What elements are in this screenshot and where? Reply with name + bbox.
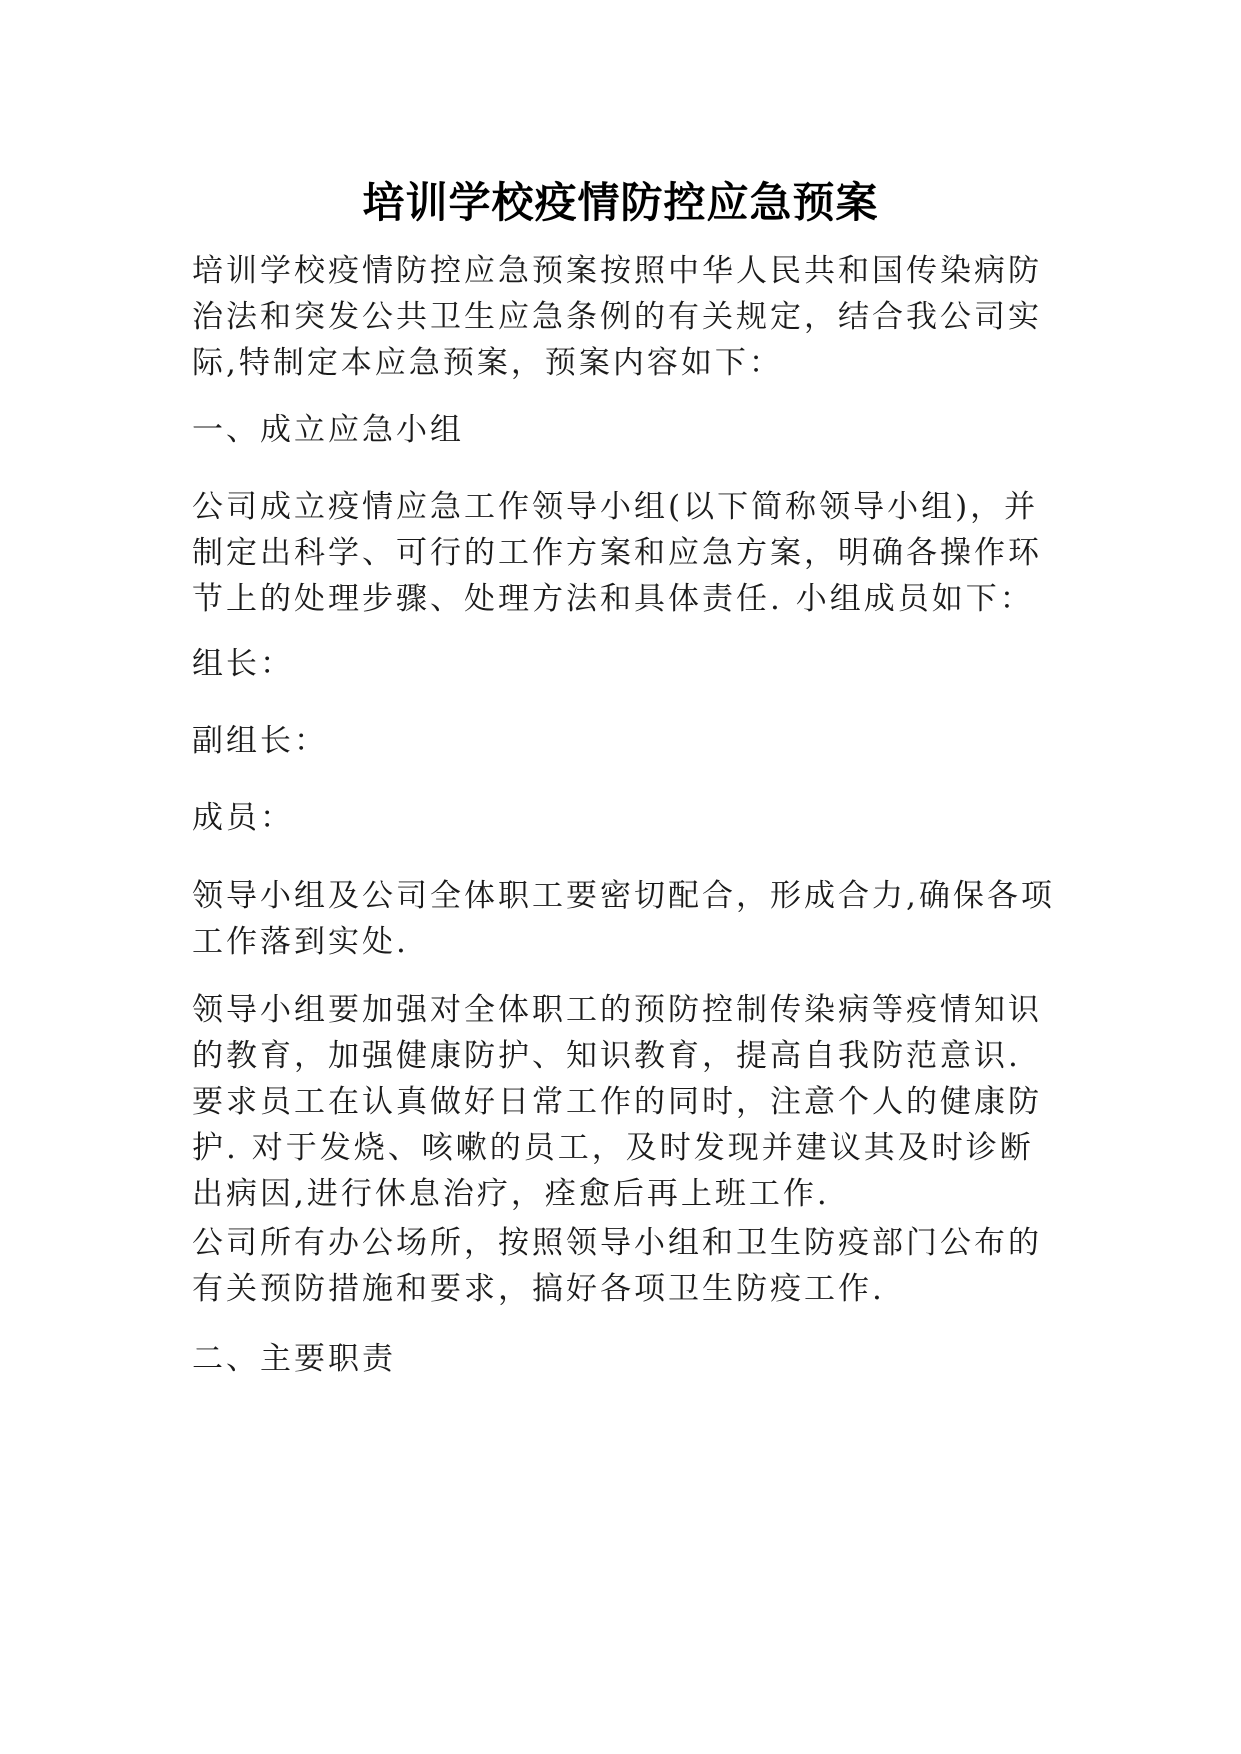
education-line-3: 要求员工在认真做好日常工作的同时，注意个人的健康防 [192, 1084, 1042, 1120]
members-label: 成员： [192, 800, 294, 836]
section-heading-2-text: 二、主要职责 [192, 1341, 396, 1377]
group-line-3: 节上的处理步骤、处理方法和具体责任. 小组成员如下： [192, 581, 1034, 617]
education-line-2: 的教育，加强健康防护、知识教育，提高自我防范意识. [192, 1038, 1021, 1074]
intro-line-1: 培训学校疫情防控应急预案按照中华人民共和国传染病防 [192, 253, 1042, 289]
office-line-2: 有关预防措施和要求，搞好各项卫生防疫工作. [192, 1271, 885, 1307]
cooperation-line-1: 领导小组及公司全体职工要密切配合，形成合力,确保各项 [192, 878, 1055, 914]
cooperation-line-2: 工作落到实处. [192, 924, 409, 960]
intro-line-2: 治法和突发公共卫生应急条例的有关规定，结合我公司实 [192, 299, 1042, 335]
office-line-1: 公司所有办公场所，按照领导小组和卫生防疫部门公布的 [192, 1225, 1042, 1261]
group-line-1: 公司成立疫情应急工作领导小组(以下简称领导小组)，并 [192, 489, 1039, 525]
group-paragraph [192, 484, 1044, 622]
intro-paragraph [192, 248, 1044, 386]
office-paragraph [192, 1220, 1044, 1312]
group-line-2: 制定出科学、可行的工作方案和应急方案，明确各操作环 [192, 535, 1042, 571]
intro-line-3: 际,特制定本应急预案，预案内容如下： [192, 345, 783, 381]
education-paragraph [192, 987, 1044, 1217]
leader-label: 组长： [192, 646, 294, 682]
deputy-leader-line [192, 718, 1044, 764]
members-line [192, 795, 1044, 841]
section-heading-1-text: 一、成立应急小组 [192, 412, 464, 448]
cooperation-paragraph [192, 873, 1055, 965]
education-line-5: 出病因,进行休息治疗，痊愈后再上班工作. [192, 1176, 830, 1212]
deputy-leader-label: 副组长： [192, 723, 328, 759]
education-line-1: 领导小组要加强对全体职工的预防控制传染病等疫情知识 [192, 992, 1042, 1028]
education-line-4: 护. 对于发烧、咳嗽的员工，及时发现并建议其及时诊断 [192, 1130, 1034, 1166]
section-heading-2 [192, 1336, 1044, 1382]
document-title: 培训学校疫情防控应急预案 [362, 178, 879, 227]
leader-line [192, 641, 1044, 687]
section-heading-1 [192, 407, 1044, 453]
